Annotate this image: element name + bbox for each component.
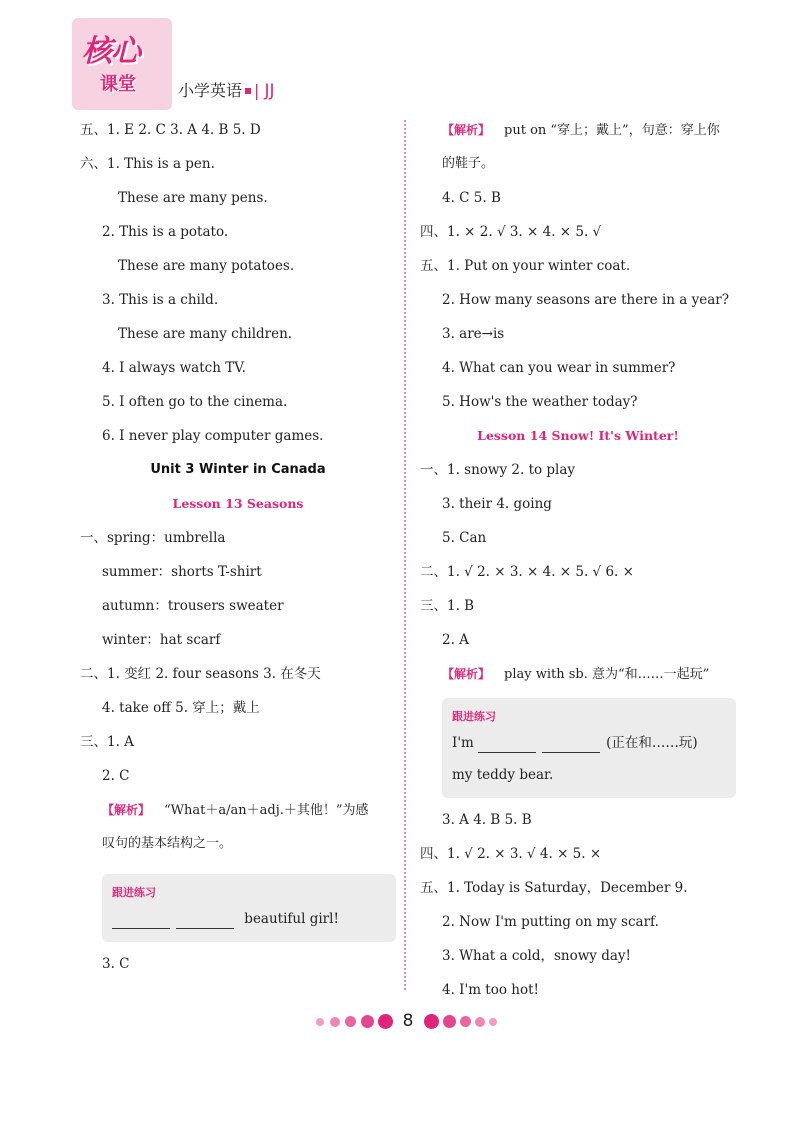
unit-title: Unit 3 Winter in Canada — [150, 462, 326, 477]
right-column — [420, 116, 736, 1010]
decor-dot-icon — [316, 1018, 324, 1026]
answer-line: 5. I often go to the cinema. — [102, 394, 288, 410]
analysis-text: put on “穿上；戴上”，句意：穿上你 — [504, 123, 720, 138]
logo-main-text: 核心 — [82, 34, 140, 69]
decor-dot-icon — [345, 1016, 356, 1027]
answer-line: 2. C — [102, 768, 130, 784]
book-title — [178, 78, 275, 101]
answer-line: 四、1. × 2. √ 3. × 4. × 5. √ — [420, 224, 602, 240]
answer-line: summer：shorts T-shirt — [102, 564, 262, 580]
analysis-text: 叹句的基本结构之一。 — [102, 836, 233, 851]
answer-line: 一、spring：umbrella — [80, 530, 226, 546]
analysis-text: 的鞋子。 — [442, 156, 495, 171]
answer-line: 3. C — [102, 956, 130, 972]
logo — [72, 18, 172, 110]
answer-line: 四、1. √ 2. × 3. √ 4. × 5. × — [420, 846, 602, 862]
decor-dot-icon — [330, 1017, 340, 1027]
answer-line: winter：hat scarf — [102, 632, 221, 648]
answer-line: 2. How many seasons are there in a year? — [442, 292, 729, 308]
column-divider — [404, 120, 406, 990]
answer-line: 3. What a cold，snowy day! — [442, 948, 631, 964]
decor-dot-icon — [443, 1015, 456, 1028]
practice-title: 跟进练习 — [452, 710, 496, 723]
analysis-tag: 【解析】 — [102, 803, 151, 817]
answer-line: 5. How's the weather today? — [442, 394, 638, 410]
practice-line — [452, 728, 726, 760]
practice-box — [442, 698, 736, 798]
version-label: JJ — [264, 81, 275, 101]
decor-dot-icon — [424, 1014, 439, 1029]
answer-line: 2. A — [442, 632, 469, 648]
answer-line: 三、1. A — [80, 734, 134, 750]
analysis-note — [80, 796, 396, 830]
subject-label: 小学英语 — [178, 81, 243, 100]
decor-dot-icon — [475, 1017, 485, 1027]
analysis-text: “What＋a/an＋adj.＋其他！”为感 — [164, 803, 369, 818]
decor-dot-icon — [378, 1014, 393, 1029]
answer-line: 二、1. 变红 2. four seasons 3. 在冬天 — [80, 666, 321, 682]
analysis-text: play with sb. 意为“和……一起玩” — [504, 667, 710, 682]
answer-line: 3. This is a child. — [102, 292, 219, 308]
answer-line: 六、1. This is a pen. — [80, 156, 215, 172]
answer-line: 3. are→is — [442, 326, 505, 342]
decor-dot-icon — [361, 1015, 374, 1028]
answer-line: 一、1. snowy 2. to play — [420, 462, 576, 478]
answer-line: 3. A 4. B 5. B — [442, 812, 532, 828]
separator-bar: | — [254, 81, 260, 100]
answer-line: 五、1. E 2. C 3. A 4. B 5. D — [80, 122, 261, 138]
left-column — [80, 116, 396, 984]
practice-text: I'm — [452, 735, 474, 751]
answer-line: autumn：trousers sweater — [102, 598, 284, 614]
practice-box — [102, 874, 396, 942]
answer-blank[interactable] — [542, 735, 600, 753]
answer-line: 2. This is a potato. — [102, 224, 229, 240]
analysis-tag: 【解析】 — [442, 123, 491, 137]
answer-line: 4. take off 5. 穿上；戴上 — [102, 700, 260, 716]
practice-line — [112, 904, 386, 936]
answer-line: 二、1. √ 2. × 3. × 4. × 5. √ 6. × — [420, 564, 634, 580]
answer-line: 6. I never play computer games. — [102, 428, 324, 444]
answer-line: 4. I'm too hot! — [442, 982, 539, 998]
practice-text: beautiful girl! — [244, 911, 339, 927]
lesson-title: Lesson 13 Seasons — [172, 496, 304, 511]
answer-line: 4. What can you wear in summer? — [442, 360, 676, 376]
page-number: 8 — [402, 1011, 414, 1031]
answer-blank[interactable] — [176, 911, 234, 929]
logo-sub-text: 课堂 — [100, 74, 136, 95]
practice-title: 跟进练习 — [112, 886, 156, 899]
lesson-title: Lesson 14 Snow! It's Winter! — [477, 428, 679, 443]
analysis-tag: 【解析】 — [442, 667, 491, 681]
answer-line: 五、1. Today is Saturday，December 9. — [420, 880, 688, 896]
answer-line: 5. Can — [442, 530, 487, 546]
answer-line: 五、1. Put on your winter coat. — [420, 258, 631, 274]
answer-line: 2. Now I'm putting on my scarf. — [442, 914, 659, 930]
answer-line: 3. their 4. going — [442, 496, 552, 512]
page-footer — [0, 1008, 800, 1036]
answer-line: These are many pens. — [118, 190, 268, 206]
answer-line: These are many children. — [118, 326, 293, 342]
decor-dot-icon — [489, 1018, 497, 1026]
practice-line: my teddy bear. — [452, 767, 554, 783]
separator-square-icon — [245, 88, 251, 94]
answer-blank[interactable] — [478, 735, 536, 753]
analysis-note — [420, 116, 736, 150]
answer-line: 三、1. B — [420, 598, 475, 614]
answer-line: 4. C 5. B — [442, 190, 501, 206]
decor-dot-icon — [460, 1016, 471, 1027]
practice-hint: (正在和……玩) — [606, 735, 698, 751]
answer-blank[interactable] — [112, 911, 170, 929]
answer-line: These are many potatoes. — [118, 258, 295, 274]
answer-line: 4. I always watch TV. — [102, 360, 246, 376]
analysis-note — [420, 660, 736, 694]
